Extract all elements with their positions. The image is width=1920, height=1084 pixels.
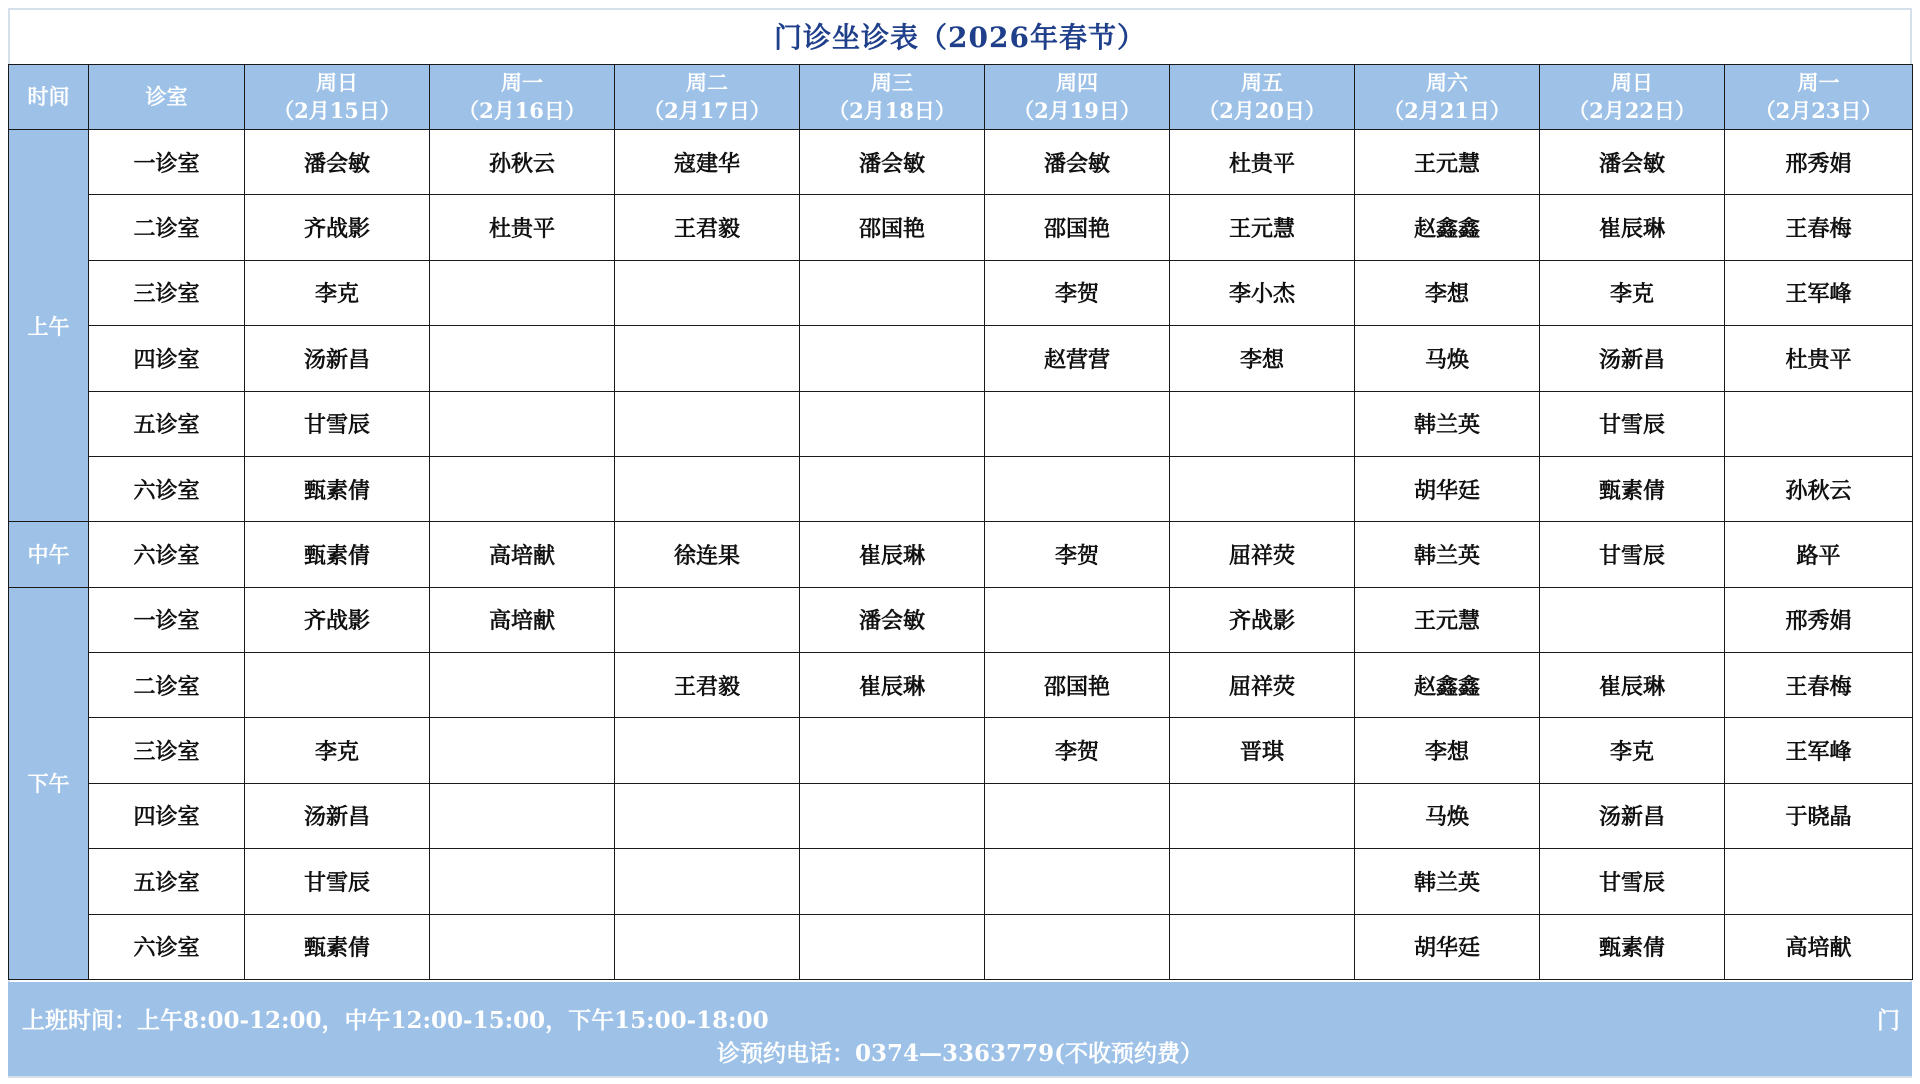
doctor-cell: 路平 (1725, 522, 1913, 587)
day-header (1725, 65, 1913, 130)
doctor-cell (615, 783, 800, 848)
day-name: 周日 (316, 70, 358, 95)
doctor-cell: 李克 (1540, 718, 1725, 783)
doctor-cell: 邵国艳 (800, 195, 985, 260)
schedule-row (9, 849, 1913, 914)
doctor-cell (615, 391, 800, 456)
schedule-row (9, 522, 1913, 587)
doctor-cell (1725, 391, 1913, 456)
schedule-row (9, 914, 1913, 980)
doctor-cell: 王君毅 (615, 195, 800, 260)
doctor-cell (1170, 456, 1355, 521)
day-name: 周一 (1797, 70, 1840, 95)
room-label: 六诊室 (89, 522, 245, 587)
schedule-row (9, 456, 1913, 521)
doctor-cell (615, 849, 800, 914)
schedule-row (9, 718, 1913, 783)
doctor-cell (985, 391, 1170, 456)
doctor-cell: 杜贵平 (1170, 130, 1355, 195)
doctor-cell (985, 456, 1170, 521)
doctor-cell (430, 783, 615, 848)
day-date: （2月20日） (1198, 98, 1326, 123)
doctor-cell (430, 914, 615, 980)
doctor-cell: 韩兰英 (1355, 391, 1540, 456)
doctor-cell (430, 326, 615, 391)
doctor-cell: 徐连果 (615, 522, 800, 587)
doctor-cell: 甘雪辰 (245, 391, 430, 456)
schedule-body (9, 130, 1913, 980)
working-hours-tail: 门 (1877, 1007, 1900, 1034)
doctor-cell: 齐战影 (245, 195, 430, 260)
doctor-cell: 潘会敏 (800, 587, 985, 652)
doctor-cell: 潘会敏 (985, 130, 1170, 195)
doctor-cell (800, 718, 985, 783)
day-header (1170, 65, 1355, 130)
doctor-cell (1725, 849, 1913, 914)
doctor-cell: 赵鑫鑫 (1355, 195, 1540, 260)
room-label: 五诊室 (89, 391, 245, 456)
doctor-cell: 李贺 (985, 522, 1170, 587)
footer-info (8, 982, 1912, 1076)
day-date: （2月23日） (1754, 98, 1883, 123)
doctor-cell (615, 587, 800, 652)
doctor-cell: 王军峰 (1725, 718, 1913, 783)
doctor-cell: 李克 (245, 260, 430, 325)
doctor-cell: 李想 (1355, 260, 1540, 325)
working-hours: 上班时间：上午8:00-12:00，中午12:00-15:00，下午15:00-18:00 (22, 1007, 769, 1034)
doctor-cell (430, 849, 615, 914)
doctor-cell (800, 914, 985, 980)
doctor-cell: 王元慧 (1355, 130, 1540, 195)
doctor-cell: 赵营营 (985, 326, 1170, 391)
doctor-cell (985, 914, 1170, 980)
doctor-cell (800, 456, 985, 521)
doctor-cell (430, 391, 615, 456)
doctor-cell: 晋琪 (1170, 718, 1355, 783)
doctor-cell: 韩兰英 (1355, 849, 1540, 914)
schedule-row (9, 326, 1913, 391)
doctor-cell (1540, 587, 1725, 652)
doctor-cell: 胡华廷 (1355, 456, 1540, 521)
schedule-row (9, 130, 1913, 195)
day-date: （2月19日） (1013, 98, 1141, 123)
doctor-cell: 胡华廷 (1355, 914, 1540, 980)
doctor-cell: 李贺 (985, 718, 1170, 783)
day-header (430, 65, 615, 130)
doctor-cell (430, 718, 615, 783)
day-date: （2月22日） (1568, 98, 1696, 123)
doctor-cell: 孙秋云 (1725, 456, 1913, 521)
doctor-cell (800, 783, 985, 848)
doctor-cell: 齐战影 (1170, 587, 1355, 652)
doctor-cell (615, 260, 800, 325)
doctor-cell (985, 849, 1170, 914)
day-name: 周四 (1056, 70, 1098, 95)
room-label: 四诊室 (89, 783, 245, 848)
room-label: 四诊室 (89, 326, 245, 391)
doctor-cell: 王春梅 (1725, 195, 1913, 260)
doctor-cell (615, 456, 800, 521)
doctor-cell: 李想 (1170, 326, 1355, 391)
doctor-cell: 崔辰琳 (1540, 653, 1725, 718)
doctor-cell: 甄素倩 (245, 914, 430, 980)
doctor-cell: 甄素倩 (245, 522, 430, 587)
doctor-cell (1170, 914, 1355, 980)
appointment-phone: 诊预约电话：0374—3363779(不收预约费） (717, 1040, 1203, 1067)
day-name: 周六 (1426, 70, 1468, 95)
day-name: 周日 (1611, 70, 1653, 95)
day-date: （2月17日） (643, 98, 771, 123)
doctor-cell (800, 326, 985, 391)
doctor-cell: 韩兰英 (1355, 522, 1540, 587)
day-header (245, 65, 430, 130)
period-label: 中午 (9, 522, 89, 587)
doctor-cell: 屈祥荧 (1170, 522, 1355, 587)
doctor-cell: 马焕 (1355, 783, 1540, 848)
day-header (615, 65, 800, 130)
room-label: 一诊室 (89, 130, 245, 195)
doctor-cell: 甄素倩 (1540, 456, 1725, 521)
day-name: 周二 (686, 70, 728, 95)
day-header (1540, 65, 1725, 130)
doctor-cell: 崔辰琳 (800, 522, 985, 587)
doctor-cell: 赵鑫鑫 (1355, 653, 1540, 718)
schedule-row (9, 653, 1913, 718)
day-header (1355, 65, 1540, 130)
day-header (985, 65, 1170, 130)
doctor-cell: 邢秀娟 (1725, 130, 1913, 195)
doctor-cell (615, 326, 800, 391)
doctor-cell: 汤新昌 (245, 783, 430, 848)
doctor-cell: 高培献 (430, 522, 615, 587)
doctor-cell: 李想 (1355, 718, 1540, 783)
room-label: 三诊室 (89, 260, 245, 325)
schedule-table (8, 64, 1913, 980)
room-label: 一诊室 (89, 587, 245, 652)
room-label: 二诊室 (89, 653, 245, 718)
doctor-cell (430, 260, 615, 325)
doctor-cell: 邵国艳 (985, 195, 1170, 260)
doctor-cell (245, 653, 430, 718)
doctor-cell: 汤新昌 (1540, 783, 1725, 848)
header-row (9, 65, 1913, 130)
doctor-cell (430, 456, 615, 521)
period-label: 上午 (9, 130, 89, 522)
doctor-cell: 崔辰琳 (1540, 195, 1725, 260)
day-date: （2月21日） (1383, 98, 1511, 123)
doctor-cell: 汤新昌 (245, 326, 430, 391)
doctor-cell (1170, 849, 1355, 914)
doctor-cell: 甄素倩 (245, 456, 430, 521)
doctor-cell (985, 783, 1170, 848)
doctor-cell: 杜贵平 (430, 195, 615, 260)
doctor-cell: 齐战影 (245, 587, 430, 652)
doctor-cell: 甄素倩 (1540, 914, 1725, 980)
doctor-cell: 寇建华 (615, 130, 800, 195)
doctor-cell: 孙秋云 (430, 130, 615, 195)
doctor-cell: 甘雪辰 (245, 849, 430, 914)
schedule-row (9, 783, 1913, 848)
doctor-cell: 潘会敏 (800, 130, 985, 195)
day-date: （2月15日） (273, 98, 401, 123)
doctor-cell: 李克 (245, 718, 430, 783)
doctor-cell: 高培献 (1725, 914, 1913, 980)
doctor-cell: 屈祥荧 (1170, 653, 1355, 718)
doctor-cell: 李小杰 (1170, 260, 1355, 325)
doctor-cell: 甘雪辰 (1540, 391, 1725, 456)
doctor-cell: 王君毅 (615, 653, 800, 718)
doctor-cell: 于晓晶 (1725, 783, 1913, 848)
doctor-cell: 邢秀娟 (1725, 587, 1913, 652)
doctor-cell: 马焕 (1355, 326, 1540, 391)
page-title: 门诊坐诊表（2026年春节） (774, 21, 1146, 54)
room-label: 二诊室 (89, 195, 245, 260)
doctor-cell: 潘会敏 (1540, 130, 1725, 195)
doctor-cell (800, 849, 985, 914)
day-name: 周一 (501, 70, 543, 95)
doctor-cell: 高培献 (430, 587, 615, 652)
doctor-cell: 李贺 (985, 260, 1170, 325)
doctor-cell: 王元慧 (1170, 195, 1355, 260)
doctor-cell: 甘雪辰 (1540, 849, 1725, 914)
doctor-cell: 王春梅 (1725, 653, 1913, 718)
day-header (800, 65, 985, 130)
room-label: 五诊室 (89, 849, 245, 914)
doctor-cell (800, 260, 985, 325)
doctor-cell: 李克 (1540, 260, 1725, 325)
room-label: 三诊室 (89, 718, 245, 783)
doctor-cell (430, 653, 615, 718)
day-date: （2月18日） (828, 98, 956, 123)
doctor-cell: 甘雪辰 (1540, 522, 1725, 587)
doctor-cell: 邵国艳 (985, 653, 1170, 718)
room-label: 六诊室 (89, 456, 245, 521)
schedule-row (9, 195, 1913, 260)
doctor-cell: 王元慧 (1355, 587, 1540, 652)
doctor-cell: 崔辰琳 (800, 653, 985, 718)
doctor-cell: 潘会敏 (245, 130, 430, 195)
doctor-cell (615, 914, 800, 980)
time-header: 时间 (9, 65, 89, 130)
doctor-cell: 汤新昌 (1540, 326, 1725, 391)
day-name: 周五 (1241, 70, 1283, 95)
day-name: 周三 (871, 70, 913, 95)
day-date: （2月16日） (458, 98, 586, 123)
doctor-cell: 王军峰 (1725, 260, 1913, 325)
schedule-row (9, 391, 1913, 456)
period-label: 下午 (9, 587, 89, 979)
doctor-cell (1170, 391, 1355, 456)
doctor-cell: 杜贵平 (1725, 326, 1913, 391)
doctor-cell (800, 391, 985, 456)
room-label: 六诊室 (89, 914, 245, 980)
doctor-cell (615, 718, 800, 783)
schedule-row (9, 587, 1913, 652)
room-header: 诊室 (89, 65, 245, 130)
schedule-row (9, 260, 1913, 325)
doctor-cell (1170, 783, 1355, 848)
doctor-cell (985, 587, 1170, 652)
